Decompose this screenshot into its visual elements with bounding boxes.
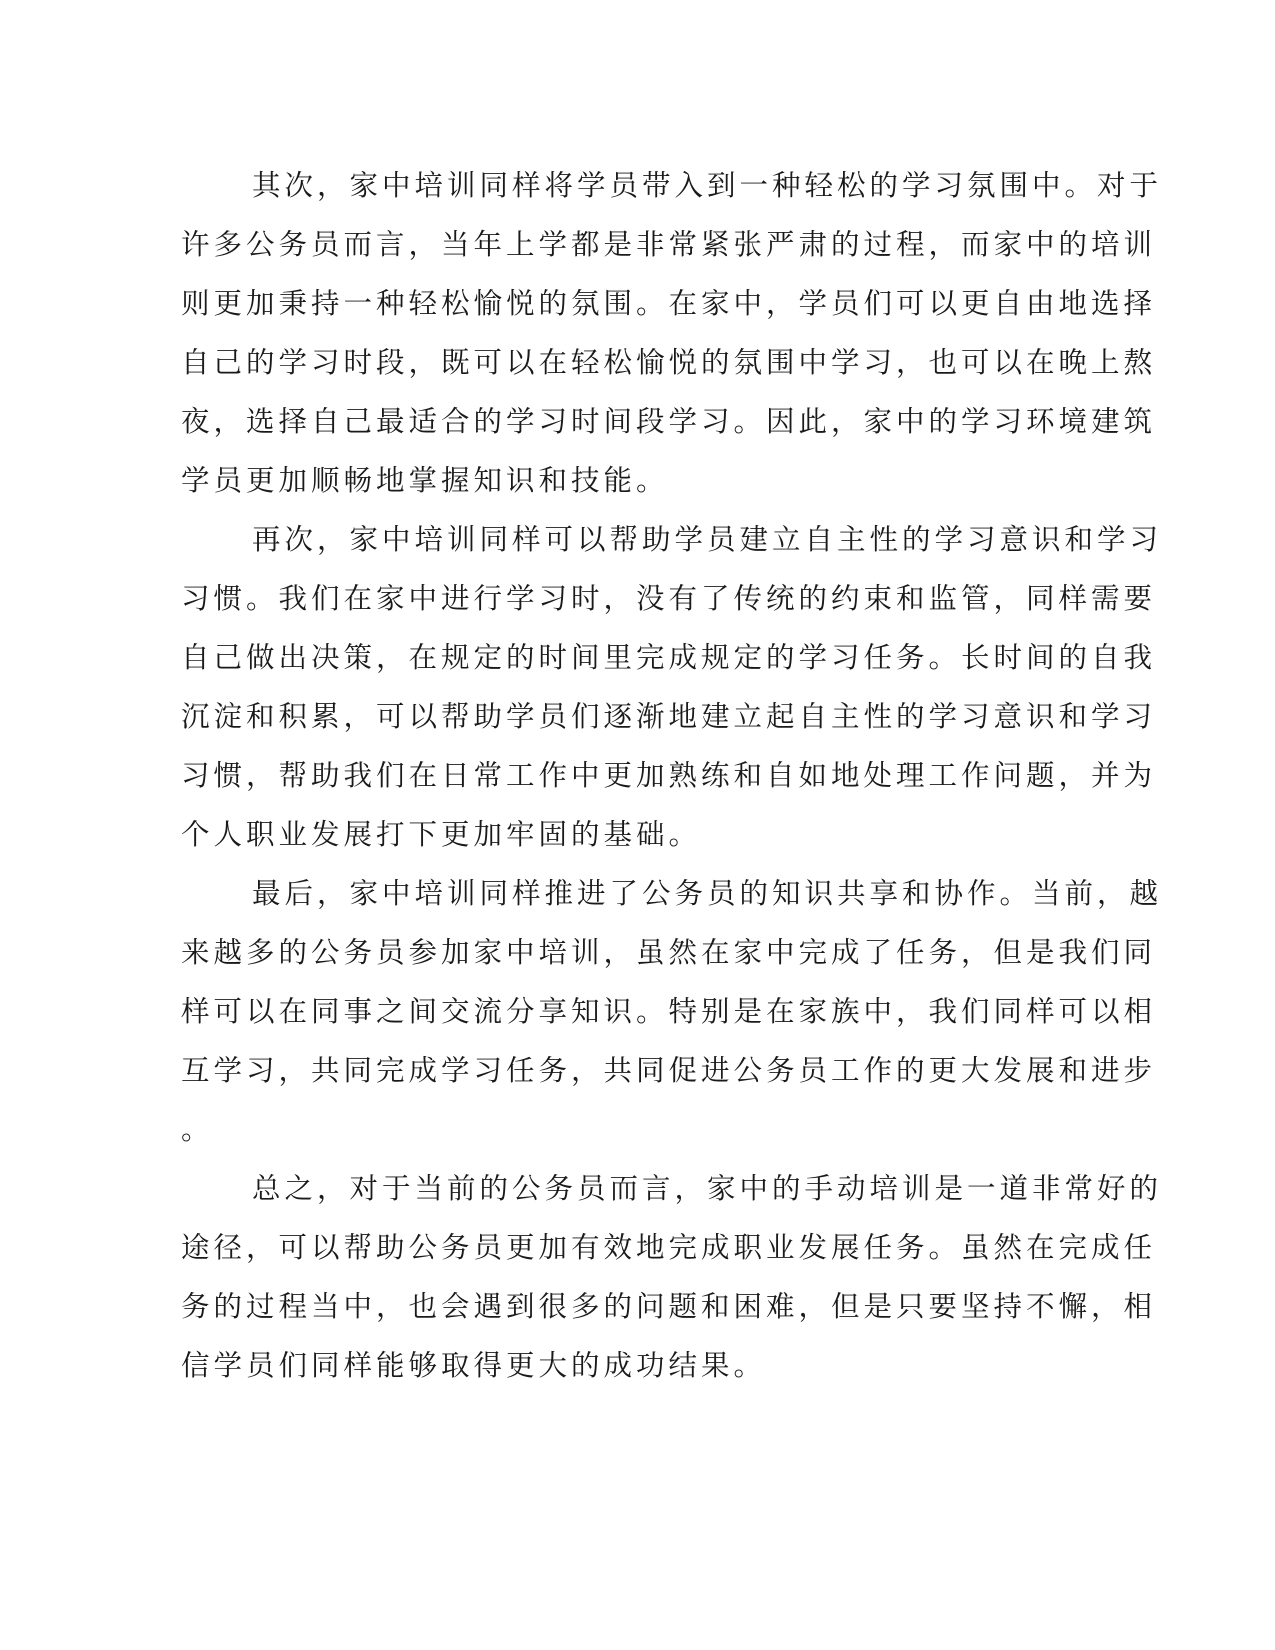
text-line: 许多公务员而言，当年上学都是非常紧张严肃的过程，而家中的培训 [181, 228, 1157, 261]
document-body [181, 156, 1163, 1395]
text-line: 总之，对于当前的公务员而言，家中的手动培训是一道非常好的 [252, 1172, 1163, 1205]
text-line: 务的过程当中，也会遇到很多的问题和困难，但是只要坚持不懈，相 [181, 1290, 1157, 1323]
text-line: 习惯，帮助我们在日常工作中更加熟练和自如地处理工作问题，并为 [181, 759, 1157, 792]
text-line: 再次，家中培训同样可以帮助学员建立自主性的学习意识和学习 [252, 523, 1163, 556]
paragraph-4 [181, 1159, 1163, 1395]
paragraph-3 [181, 864, 1163, 1159]
text-line: 信学员们同样能够取得更大的成功结果。 [181, 1349, 767, 1382]
text-line: 夜，选择自己最适合的学习时间段学习。因此，家中的学习环境建筑 [181, 405, 1157, 438]
text-line: 最后，家中培训同样推进了公务员的知识共享和协作。当前，越 [252, 877, 1163, 910]
paragraph-1 [181, 156, 1163, 510]
text-line: 途径，可以帮助公务员更加有效地完成职业发展任务。虽然在完成任 [181, 1231, 1157, 1264]
text-line: 个人职业发展打下更加牢固的基础。 [181, 818, 702, 851]
text-line: 。 [181, 1113, 214, 1146]
text-line: 习惯。我们在家中进行学习时，没有了传统的约束和监管，同样需要 [181, 582, 1157, 615]
text-line: 沉淀和积累，可以帮助学员们逐渐地建立起自主性的学习意识和学习 [181, 700, 1157, 733]
text-line: 学员更加顺畅地掌握知识和技能。 [181, 464, 669, 497]
text-line: 则更加秉持一种轻松愉悦的氛围。在家中，学员们可以更自由地选择 [181, 287, 1157, 320]
text-line: 互学习，共同完成学习任务，共同促进公务员工作的更大发展和进步 [181, 1054, 1157, 1087]
text-line: 自己做出决策，在规定的时间里完成规定的学习任务。长时间的自我 [181, 641, 1157, 674]
text-line: 样可以在同事之间交流分享知识。特别是在家族中，我们同样可以相 [181, 995, 1157, 1028]
paragraph-2 [181, 510, 1163, 864]
text-line: 来越多的公务员参加家中培训，虽然在家中完成了任务，但是我们同 [181, 936, 1157, 969]
text-line: 自己的学习时段，既可以在轻松愉悦的氛围中学习，也可以在晚上熬 [181, 346, 1157, 379]
text-line: 其次，家中培训同样将学员带入到一种轻松的学习氛围中。对于 [252, 169, 1163, 202]
